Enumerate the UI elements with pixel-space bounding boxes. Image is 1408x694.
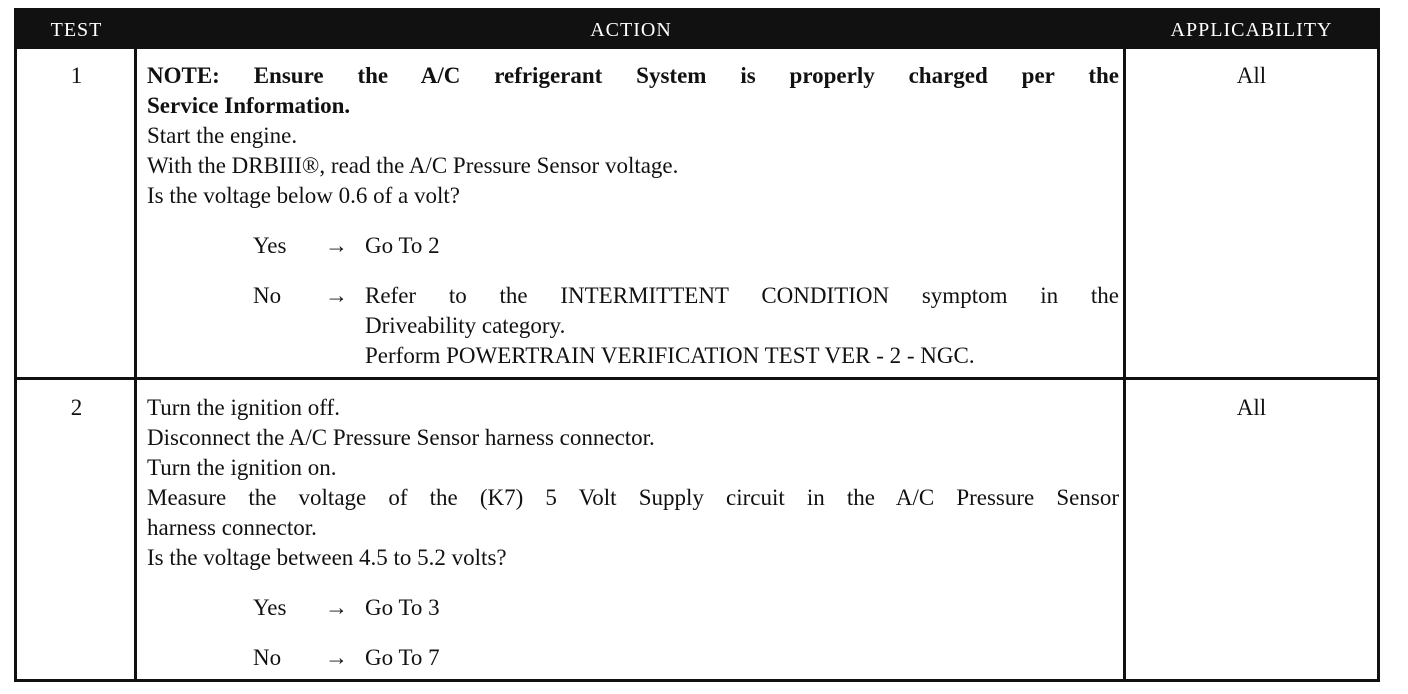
no-result-line: Driveability category. xyxy=(365,313,566,338)
no-label: No xyxy=(253,645,282,670)
question-text: Is the voltage between 4.5 to 5.2 volts? xyxy=(147,545,507,570)
yes-choice xyxy=(147,593,1119,623)
no-choice xyxy=(147,643,1119,673)
step-text: Turn the ignition off. xyxy=(147,395,340,420)
right-arrow-icon: → xyxy=(325,645,348,670)
test-number: 1 xyxy=(70,63,83,88)
note-line: Service Information. xyxy=(147,93,351,118)
yes-label: Yes xyxy=(253,595,287,620)
no-result-line: Refer to the INTERMITTENT CONDITION symptom in the xyxy=(365,283,1119,308)
step-text: harness connector. xyxy=(147,515,317,540)
step-text: Turn the ignition on. xyxy=(147,455,337,480)
diagnostic-table xyxy=(14,8,1380,682)
test-number: 2 xyxy=(70,395,83,420)
header-action: ACTION xyxy=(590,19,672,41)
yes-result: Go To 3 xyxy=(365,595,440,620)
no-result-line: Perform POWERTRAIN VERIFICATION TEST VER - 2 - NGC. xyxy=(365,343,975,368)
no-result xyxy=(365,281,1119,371)
step-text: With the DRBIII®, read the A/C Pressure Sensor voltage. xyxy=(147,153,679,178)
no-choice xyxy=(147,281,1119,368)
right-arrow-icon: → xyxy=(325,595,348,620)
column-divider xyxy=(1123,49,1126,679)
step-text: Measure the voltage of the (K7) 5 Volt Supply circuit in the A/C Pressure Sensor xyxy=(147,485,1119,510)
table-header xyxy=(17,11,1377,49)
yes-result: Go To 2 xyxy=(365,233,440,258)
no-label: No xyxy=(253,283,282,308)
yes-label: Yes xyxy=(253,233,287,258)
action-cell xyxy=(147,61,1119,368)
column-divider xyxy=(134,49,137,679)
note-line: NOTE: Ensure the A/C refrigerant System is properly charged per the xyxy=(147,63,1119,88)
header-test: TEST xyxy=(50,19,103,41)
row-divider xyxy=(17,377,1377,380)
applicability-value: All xyxy=(1236,63,1267,88)
action-cell xyxy=(147,393,1119,673)
no-result: Go To 7 xyxy=(365,645,440,670)
applicability-value: All xyxy=(1236,395,1267,420)
step-text: Disconnect the A/C Pressure Sensor harness connector. xyxy=(147,425,655,450)
yes-choice xyxy=(147,231,1119,261)
header-applicability: APPLICABILITY xyxy=(1170,19,1333,41)
right-arrow-icon: → xyxy=(325,283,348,308)
right-arrow-icon: → xyxy=(325,233,348,258)
step-text: Start the engine. xyxy=(147,123,298,148)
question-text: Is the voltage below 0.6 of a volt? xyxy=(147,183,460,208)
